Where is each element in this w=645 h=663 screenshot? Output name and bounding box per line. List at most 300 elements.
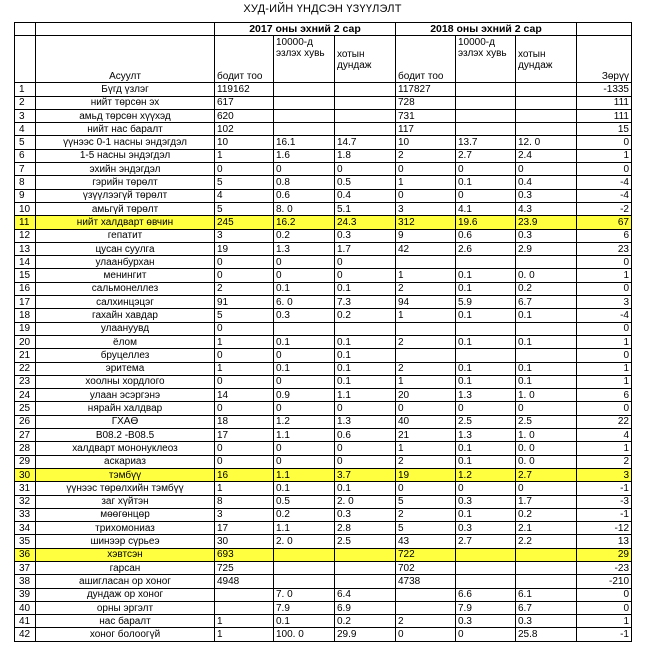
row-number: 15	[15, 269, 36, 282]
question-cell: халдварт мононуклеоз	[36, 442, 215, 455]
per10k-2017-cell: 0.1	[274, 335, 335, 348]
actual-2017-cell: 16	[215, 468, 274, 481]
diff-cell: 0	[577, 136, 632, 149]
cityavg-2018-cell: 2.9	[516, 242, 577, 255]
row-number: 39	[15, 588, 36, 601]
per10k-2017-cell: 0.9	[274, 389, 335, 402]
table-row	[15, 468, 632, 481]
actual-2018-cell: 2	[396, 362, 456, 375]
diff-cell: -210	[577, 575, 632, 588]
per10k-2017-cell: 16.1	[274, 136, 335, 149]
actual-2017-cell: 0	[215, 349, 274, 362]
actual-2018-cell: 0	[396, 628, 456, 641]
actual-2018-cell: 3	[396, 202, 456, 215]
table-row	[15, 402, 632, 415]
cityavg-2017-cell: 7.3	[335, 296, 396, 309]
per10k-2018-cell: 2.7	[456, 149, 516, 162]
table-row	[15, 601, 632, 614]
actual-2018-cell: 9	[396, 229, 456, 242]
row-number: 31	[15, 482, 36, 495]
question-cell: B08.2 -B08.5	[36, 429, 215, 442]
question-cell: улаануувд	[36, 322, 215, 335]
diff-cell: -2	[577, 202, 632, 215]
table-row	[15, 588, 632, 601]
actual-2018-cell	[396, 322, 456, 335]
actual-2017-cell: 17	[215, 522, 274, 535]
actual-2018-cell: 2	[396, 508, 456, 521]
per10k-2017-cell: 0.8	[274, 176, 335, 189]
cityavg-2018-cell: 0.1	[516, 375, 577, 388]
table-row	[15, 176, 632, 189]
row-number: 11	[15, 216, 36, 229]
diff-cell: 6	[577, 389, 632, 402]
cityavg-2018-cell: 0.2	[516, 508, 577, 521]
cityavg-2017-cell	[335, 96, 396, 109]
cityavg-2017-cell: 0.1	[335, 282, 396, 295]
per10k-2017-cell: 1.2	[274, 415, 335, 428]
question-cell: Бүгд үзлэг	[36, 83, 215, 96]
table-row	[15, 535, 632, 548]
table-row	[15, 83, 632, 96]
diff-cell: -3	[577, 495, 632, 508]
table-row	[15, 362, 632, 375]
diff-cell: -4	[577, 189, 632, 202]
per10k-2017-cell: 0	[274, 269, 335, 282]
cityavg-2018-cell: 2.1	[516, 522, 577, 535]
row-number: 12	[15, 229, 36, 242]
diff-cell: 1	[577, 442, 632, 455]
cityavg-2017-cell	[335, 83, 396, 96]
cityavg-2017-cell: 6.9	[335, 601, 396, 614]
cityavg-2017-cell: 0	[335, 269, 396, 282]
per10k-2017-cell	[274, 123, 335, 136]
cityavg-2018-cell	[516, 123, 577, 136]
per10k-2018-cell: 5.9	[456, 296, 516, 309]
per10k-2018-cell: 13.7	[456, 136, 516, 149]
cityavg-2018-cell	[516, 561, 577, 574]
per10k-2018-cell: 0.6	[456, 229, 516, 242]
actual-2017-cell: 5	[215, 309, 274, 322]
per10k-2018-cell: 1.2	[456, 468, 516, 481]
per10k-2017-cell: 0	[274, 349, 335, 362]
actual-2017-cell: 5	[215, 202, 274, 215]
cityavg-2018-cell	[516, 83, 577, 96]
per10k-2017-cell: 0.5	[274, 495, 335, 508]
per10k-2017-cell: 1.1	[274, 468, 335, 481]
row-number: 40	[15, 601, 36, 614]
per10k-2018-cell: 0.3	[456, 522, 516, 535]
per10k-2017-cell: 0	[274, 375, 335, 388]
question-cell: үүнээс төрөлхийн тэмбүү	[36, 482, 215, 495]
actual-2018-cell: 731	[396, 109, 456, 122]
actual-2017-cell: 10	[215, 136, 274, 149]
question-cell: үзүүлээгүй төрөлт	[36, 189, 215, 202]
cityavg-2018-cell: 0.3	[516, 229, 577, 242]
actual-2017-cell: 0	[215, 256, 274, 269]
question-cell: улаанбурхан	[36, 256, 215, 269]
actual-2017-cell: 30	[215, 535, 274, 548]
actual-2018-cell: 94	[396, 296, 456, 309]
question-cell: эхийн эндэгдэл	[36, 163, 215, 176]
table-row	[15, 615, 632, 628]
question-cell: салхинцэцэг	[36, 296, 215, 309]
diff-cell: -1	[577, 508, 632, 521]
actual-2017-cell: 4	[215, 189, 274, 202]
actual-2018-cell	[396, 349, 456, 362]
per10k-2018-cell	[456, 561, 516, 574]
table-row	[15, 296, 632, 309]
cityavg-2017-cell: 1.8	[335, 149, 396, 162]
blank-cell	[15, 36, 36, 83]
actual-2018-cell: 728	[396, 96, 456, 109]
cityavg-2018-cell: 1. 0	[516, 429, 577, 442]
actual-2017-cell: 0	[215, 163, 274, 176]
question-cell: ашигласан ор хоног	[36, 575, 215, 588]
cityavg-2018-header: хотын дундаж	[516, 36, 577, 83]
per10k-2017-cell: 1.1	[274, 522, 335, 535]
per10k-2018-cell	[456, 123, 516, 136]
per10k-2018-cell: 6.6	[456, 588, 516, 601]
question-cell: гахайн хавдар	[36, 309, 215, 322]
actual-2018-cell: 2	[396, 615, 456, 628]
row-number: 24	[15, 389, 36, 402]
question-header: Асуулт	[36, 36, 215, 83]
table-row	[15, 269, 632, 282]
row-number: 28	[15, 442, 36, 455]
per10k-2018-cell: 0	[456, 163, 516, 176]
row-number: 8	[15, 176, 36, 189]
actual-2017-cell: 91	[215, 296, 274, 309]
question-cell: амьд төрсөн хүүхэд	[36, 109, 215, 122]
question-cell: хоолны хордлого	[36, 375, 215, 388]
per10k-2018-cell: 1.3	[456, 429, 516, 442]
table-row	[15, 442, 632, 455]
question-cell: улаан эсэргэнэ	[36, 389, 215, 402]
row-number: 42	[15, 628, 36, 641]
question-cell: менингит	[36, 269, 215, 282]
blank-cell	[15, 23, 36, 36]
cityavg-2018-cell: 0. 0	[516, 269, 577, 282]
actual-2018-cell: 0	[396, 163, 456, 176]
cityavg-2018-cell: 6.7	[516, 601, 577, 614]
cityavg-2017-cell: 0	[335, 163, 396, 176]
question-cell: сальмонеллез	[36, 282, 215, 295]
row-number: 5	[15, 136, 36, 149]
cityavg-2017-cell: 0	[335, 256, 396, 269]
per10k-2017-cell	[274, 109, 335, 122]
table-row	[15, 375, 632, 388]
per10k-2018-cell: 0.1	[456, 282, 516, 295]
table-row	[15, 216, 632, 229]
per10k-2018-header: 10000-д эзлэх хувь	[456, 36, 516, 83]
per10k-2018-cell: 0.1	[456, 375, 516, 388]
actual-2018-cell: 1	[396, 375, 456, 388]
cityavg-2017-cell: 5.1	[335, 202, 396, 215]
actual-2018-cell: 19	[396, 468, 456, 481]
per10k-2018-cell: 2.7	[456, 535, 516, 548]
table-row	[15, 229, 632, 242]
diff-cell: -1	[577, 628, 632, 641]
diff-cell: -12	[577, 522, 632, 535]
row-number: 3	[15, 109, 36, 122]
actual-2018-cell	[396, 588, 456, 601]
diff-cell: 0	[577, 601, 632, 614]
per10k-2017-cell	[274, 83, 335, 96]
row-number: 26	[15, 415, 36, 428]
question-cell: гепатит	[36, 229, 215, 242]
row-number: 10	[15, 202, 36, 215]
actual-2018-cell: 43	[396, 535, 456, 548]
cityavg-2017-cell: 1.3	[335, 415, 396, 428]
row-number: 37	[15, 561, 36, 574]
per10k-2017-cell: 1.3	[274, 242, 335, 255]
row-number: 35	[15, 535, 36, 548]
document-title: ХУД-ИЙН ҮНДСЭН ҮЗҮҮЛЭЛТ	[243, 3, 402, 15]
row-number: 7	[15, 163, 36, 176]
actual-2017-cell: 0	[215, 402, 274, 415]
table-row	[15, 136, 632, 149]
actual-2018-cell: 10	[396, 136, 456, 149]
per10k-2017-cell: 0	[274, 163, 335, 176]
actual-2017-cell: 1	[215, 362, 274, 375]
actual-2017-cell: 1	[215, 615, 274, 628]
actual-2018-cell: 2	[396, 282, 456, 295]
cityavg-2018-cell	[516, 109, 577, 122]
row-number: 38	[15, 575, 36, 588]
actual-2017-cell: 0	[215, 269, 274, 282]
actual-2018-cell: 0	[396, 402, 456, 415]
table-row	[15, 508, 632, 521]
cityavg-2017-cell: 2.8	[335, 522, 396, 535]
per10k-2017-cell: 1.6	[274, 149, 335, 162]
per10k-2017-cell: 2. 0	[274, 535, 335, 548]
question-cell: тэмбүү	[36, 468, 215, 481]
per10k-2018-cell: 4.1	[456, 202, 516, 215]
row-number: 1	[15, 83, 36, 96]
actual-2017-cell: 14	[215, 389, 274, 402]
actual-2017-cell: 693	[215, 548, 274, 561]
cityavg-2017-cell: 0.1	[335, 362, 396, 375]
table-row	[15, 123, 632, 136]
cityavg-2018-cell	[516, 575, 577, 588]
per10k-2017-cell	[274, 548, 335, 561]
table-row	[15, 149, 632, 162]
actual-2017-cell: 4948	[215, 575, 274, 588]
cityavg-2018-cell: 0	[516, 163, 577, 176]
per10k-2018-cell: 0.1	[456, 455, 516, 468]
question-cell: 1-5 насны эндэгдэл	[36, 149, 215, 162]
diff-cell: 2	[577, 455, 632, 468]
per10k-2018-cell	[456, 256, 516, 269]
diff-cell: 0	[577, 349, 632, 362]
actual-2018-cell: 1	[396, 442, 456, 455]
question-cell: нийт төрсөн эх	[36, 96, 215, 109]
per10k-2017-header: 10000-д эзлэх хувь	[274, 36, 335, 83]
cityavg-2018-cell: 0.3	[516, 189, 577, 202]
diff-cell: 3	[577, 296, 632, 309]
diff-cell: 4	[577, 429, 632, 442]
actual-2018-header: бодит тоо	[396, 36, 456, 83]
row-number: 6	[15, 149, 36, 162]
diff-cell: 1	[577, 335, 632, 348]
per10k-2017-cell	[274, 322, 335, 335]
cityavg-2017-cell	[335, 109, 396, 122]
table-row	[15, 429, 632, 442]
question-cell: трихомониаз	[36, 522, 215, 535]
actual-2017-cell: 1	[215, 628, 274, 641]
actual-2017-cell: 245	[215, 216, 274, 229]
per10k-2018-cell: 0	[456, 628, 516, 641]
actual-2017-cell: 617	[215, 96, 274, 109]
diff-cell: -4	[577, 176, 632, 189]
question-cell: үүнээс 0-1 насны эндэгдэл	[36, 136, 215, 149]
cityavg-2017-cell: 0	[335, 402, 396, 415]
per10k-2018-cell: 0.1	[456, 176, 516, 189]
table-row	[15, 575, 632, 588]
diff-cell: 0	[577, 282, 632, 295]
row-number: 41	[15, 615, 36, 628]
question-cell: ГХАӨ	[36, 415, 215, 428]
cityavg-2018-cell	[516, 256, 577, 269]
question-cell: аскариаз	[36, 455, 215, 468]
diff-header: Зөрүү	[577, 36, 632, 83]
question-cell: нийт нас баралт	[36, 123, 215, 136]
question-cell: гарсан	[36, 561, 215, 574]
actual-2017-cell: 1	[215, 335, 274, 348]
per10k-2017-cell: 0.3	[274, 309, 335, 322]
blank-cell	[36, 23, 215, 36]
per10k-2018-cell	[456, 349, 516, 362]
diff-cell: -4	[577, 309, 632, 322]
table-row	[15, 455, 632, 468]
blank-cell	[577, 23, 632, 36]
actual-2018-cell: 20	[396, 389, 456, 402]
per10k-2017-cell: 7. 0	[274, 588, 335, 601]
table-row	[15, 561, 632, 574]
per10k-2018-cell	[456, 322, 516, 335]
actual-2017-cell: 17	[215, 429, 274, 442]
table-row	[15, 282, 632, 295]
cityavg-2017-cell	[335, 548, 396, 561]
cityavg-2018-cell: 12. 0	[516, 136, 577, 149]
row-number: 23	[15, 375, 36, 388]
actual-2017-header: бодит тоо	[215, 36, 274, 83]
per10k-2017-cell: 0.2	[274, 229, 335, 242]
row-number: 25	[15, 402, 36, 415]
table-row	[15, 309, 632, 322]
diff-cell: -1	[577, 482, 632, 495]
diff-cell: 13	[577, 535, 632, 548]
actual-2018-cell: 5	[396, 522, 456, 535]
diff-cell: 29	[577, 548, 632, 561]
table-row	[15, 335, 632, 348]
row-number: 19	[15, 322, 36, 335]
actual-2017-cell: 725	[215, 561, 274, 574]
table-row	[15, 495, 632, 508]
cityavg-2017-cell: 0.1	[335, 375, 396, 388]
actual-2017-cell: 0	[215, 322, 274, 335]
row-number: 36	[15, 548, 36, 561]
cityavg-2017-cell: 0.3	[335, 508, 396, 521]
row-number: 4	[15, 123, 36, 136]
per10k-2017-cell: 100. 0	[274, 628, 335, 641]
question-cell: бруцеллез	[36, 349, 215, 362]
row-number: 34	[15, 522, 36, 535]
year-2018-header: 2018 оны эхний 2 сар	[396, 23, 577, 36]
per10k-2018-cell: 19.6	[456, 216, 516, 229]
per10k-2017-cell	[274, 561, 335, 574]
per10k-2018-cell: 0.1	[456, 442, 516, 455]
actual-2018-cell: 702	[396, 561, 456, 574]
diff-cell: -23	[577, 561, 632, 574]
per10k-2017-cell: 0	[274, 256, 335, 269]
per10k-2017-cell: 8. 0	[274, 202, 335, 215]
actual-2017-cell: 18	[215, 415, 274, 428]
actual-2018-cell	[396, 601, 456, 614]
cityavg-2017-cell: 1.1	[335, 389, 396, 402]
per10k-2017-cell: 0.6	[274, 189, 335, 202]
table-row	[15, 322, 632, 335]
diff-cell: 1	[577, 375, 632, 388]
table-row	[15, 548, 632, 561]
cityavg-2017-cell: 0.1	[335, 335, 396, 348]
actual-2018-cell: 21	[396, 429, 456, 442]
cityavg-2018-cell: 0.2	[516, 282, 577, 295]
cityavg-2017-cell: 0.2	[335, 309, 396, 322]
actual-2018-cell: 5	[396, 495, 456, 508]
actual-2018-cell: 0	[396, 482, 456, 495]
diff-cell: -1335	[577, 83, 632, 96]
row-number: 30	[15, 468, 36, 481]
diff-cell: 0	[577, 322, 632, 335]
row-number: 21	[15, 349, 36, 362]
diff-cell: 6	[577, 229, 632, 242]
actual-2018-cell: 2	[396, 335, 456, 348]
diff-cell: 1	[577, 269, 632, 282]
table-row	[15, 109, 632, 122]
cityavg-2017-cell: 0.3	[335, 229, 396, 242]
table-row	[15, 415, 632, 428]
row-number: 13	[15, 242, 36, 255]
table-row	[15, 389, 632, 402]
table-row	[15, 189, 632, 202]
table-row	[15, 482, 632, 495]
cityavg-2018-cell: 0.1	[516, 309, 577, 322]
actual-2017-cell: 2	[215, 282, 274, 295]
actual-2018-cell: 117	[396, 123, 456, 136]
cityavg-2017-cell: 29.9	[335, 628, 396, 641]
per10k-2018-cell: 0	[456, 402, 516, 415]
per10k-2017-cell: 6. 0	[274, 296, 335, 309]
per10k-2018-cell	[456, 548, 516, 561]
per10k-2018-cell	[456, 83, 516, 96]
per10k-2017-cell: 1.1	[274, 429, 335, 442]
actual-2018-cell: 312	[396, 216, 456, 229]
diff-cell: 1	[577, 615, 632, 628]
per10k-2018-cell: 2.5	[456, 415, 516, 428]
cityavg-2018-cell: 0. 0	[516, 442, 577, 455]
cityavg-2018-cell: 23.9	[516, 216, 577, 229]
cityavg-2018-cell: 4.3	[516, 202, 577, 215]
question-cell: хоног болоогүй	[36, 628, 215, 641]
per10k-2018-cell: 0.1	[456, 269, 516, 282]
actual-2017-cell: 3	[215, 229, 274, 242]
table-row	[15, 163, 632, 176]
indicator-table	[14, 22, 632, 642]
cityavg-2017-cell: 0.6	[335, 429, 396, 442]
row-number: 16	[15, 282, 36, 295]
table-row	[15, 96, 632, 109]
